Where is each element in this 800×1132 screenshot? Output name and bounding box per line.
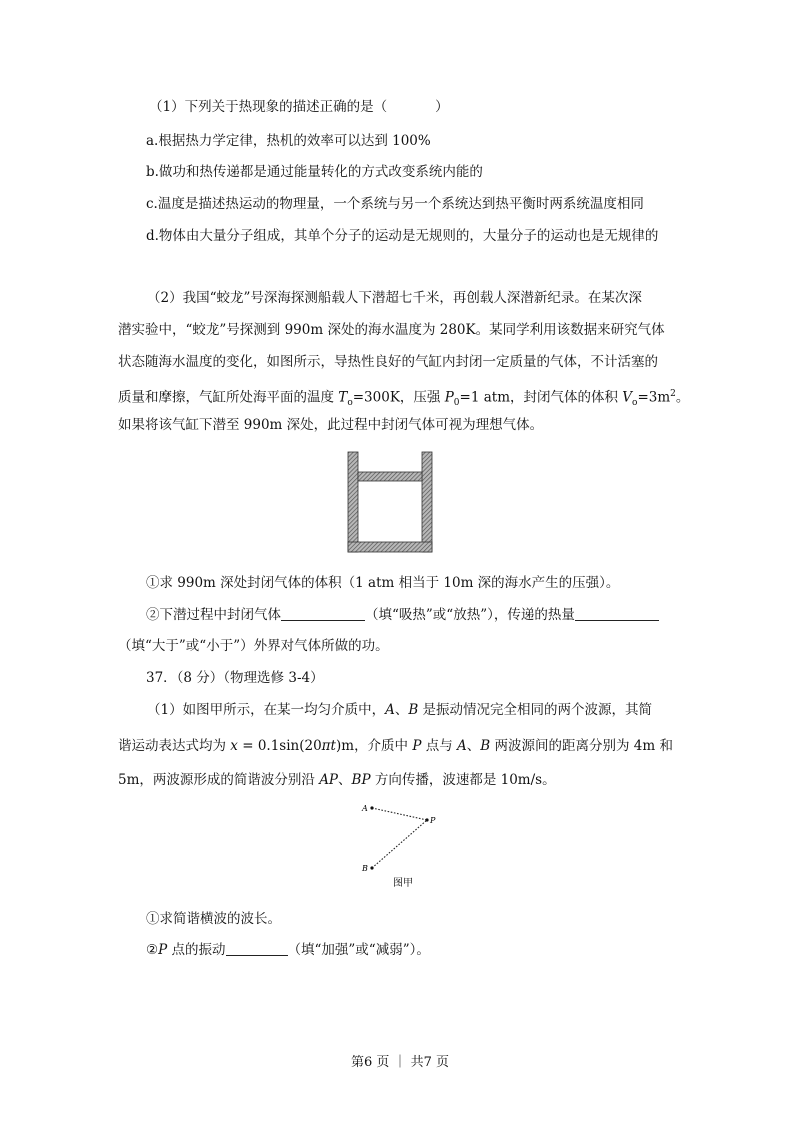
cylinder-diagram [340, 448, 440, 556]
q2-sub-1: ①求 990m 深处封闭气体的体积（1 atm 相当于 10m 深的海水产生的压强）。 [146, 575, 620, 591]
q37-sub-1: ①求简谐横波的波长。 [146, 911, 281, 927]
piston [358, 472, 422, 481]
answer-blank-heat-compare[interactable] [575, 606, 659, 621]
wave-sources-diagram [355, 800, 455, 892]
q1-option-c: c.温度是描述热运动的物理量，一个系统与另一个系统达到热平衡时两系统温度相同 [146, 196, 644, 212]
q2-line-1: （2）我国“蛟龙”号深海探测船载人下潜超七千米，再创载人深潜新纪录。在某次深 [147, 290, 642, 306]
segment-bp [372, 820, 427, 868]
q37-line-1: （1）如图甲所示，在某一均匀介质中，A、B 是振动情况完全相同的两个波源，其简 [147, 702, 653, 718]
figure-caption: 图甲 [393, 878, 413, 889]
q37-line-2: 谐运动表达式均为 x = 0.1sin(20πt)m，介质中 P 点与 A、B 两波源间的距离分别为 4m 和 [118, 738, 673, 754]
q1-stem [149, 98, 449, 116]
segment-ap [372, 808, 427, 820]
page-footer: 第6 页 ｜ 共7 页 [350, 1055, 450, 1070]
point-p-dot [425, 818, 428, 821]
q2-line-3: 状态随海水温度的变化，如图所示，导热性良好的气缸内封闭一定质量的气体，不计活塞的 [118, 354, 658, 370]
q2-line-2: 潜实验中，“蛟龙”号探测到 990m 深处的海水温度为 280K。某同学利用该数据来研究气体 [118, 322, 665, 338]
q37-line-3: 5m，两波源形成的简谐波分别沿 AP、BP 方向传播，波速都是 10m/s。 [118, 772, 556, 788]
q2-sub-2-cont: （填“大于”或“小于”）外界对气体所做的功。 [118, 638, 389, 654]
q1-stem-suffix: ） [435, 99, 449, 115]
cylinder-left-wall [348, 452, 358, 552]
q1-option-d: d.物体由大量分子组成，其单个分子的运动是无规则的，大量分子的运动也是无规律的 [146, 228, 659, 244]
label-b: B [362, 864, 368, 873]
label-a: A [362, 804, 368, 813]
point-b-dot [370, 866, 373, 869]
q37-sub-2: ②P 点的振动 （填“加强”或“减弱”）。 [146, 942, 430, 958]
cylinder-bottom [348, 542, 432, 552]
q37-header: 37．（8 分）（物理选修 3-4） [146, 670, 324, 686]
q1-option-b: b.做功和热传递都是通过能量转化的方式改变系统内能的 [146, 164, 483, 180]
answer-blank-heat[interactable] [281, 606, 365, 621]
q2-line-5: 如果将该气缸下潜至 990m 深处，此过程中封闭气体可视为理想气体。 [118, 417, 544, 433]
label-p: P [430, 816, 436, 825]
point-a-dot [370, 806, 373, 809]
cylinder-right-wall [422, 452, 432, 552]
q1-stem-prefix: （1）下列关于热现象的描述正确的是（ [149, 99, 388, 115]
answer-blank-vibration[interactable] [226, 941, 288, 956]
q2-line-4: 质量和摩擦，气缸所处海平面的温度 $T_o=300K$，压强 $P_0=1$ atm，封闭气体的体积 $V_o=3m^2$。 [118, 389, 690, 409]
q2-sub-2: ②下潜过程中封闭气体 （填“吸热”或“放热”），传递的热量 [146, 606, 659, 624]
q1-option-a: a.根据热力学定律，热机的效率可以达到 100% [146, 133, 431, 149]
